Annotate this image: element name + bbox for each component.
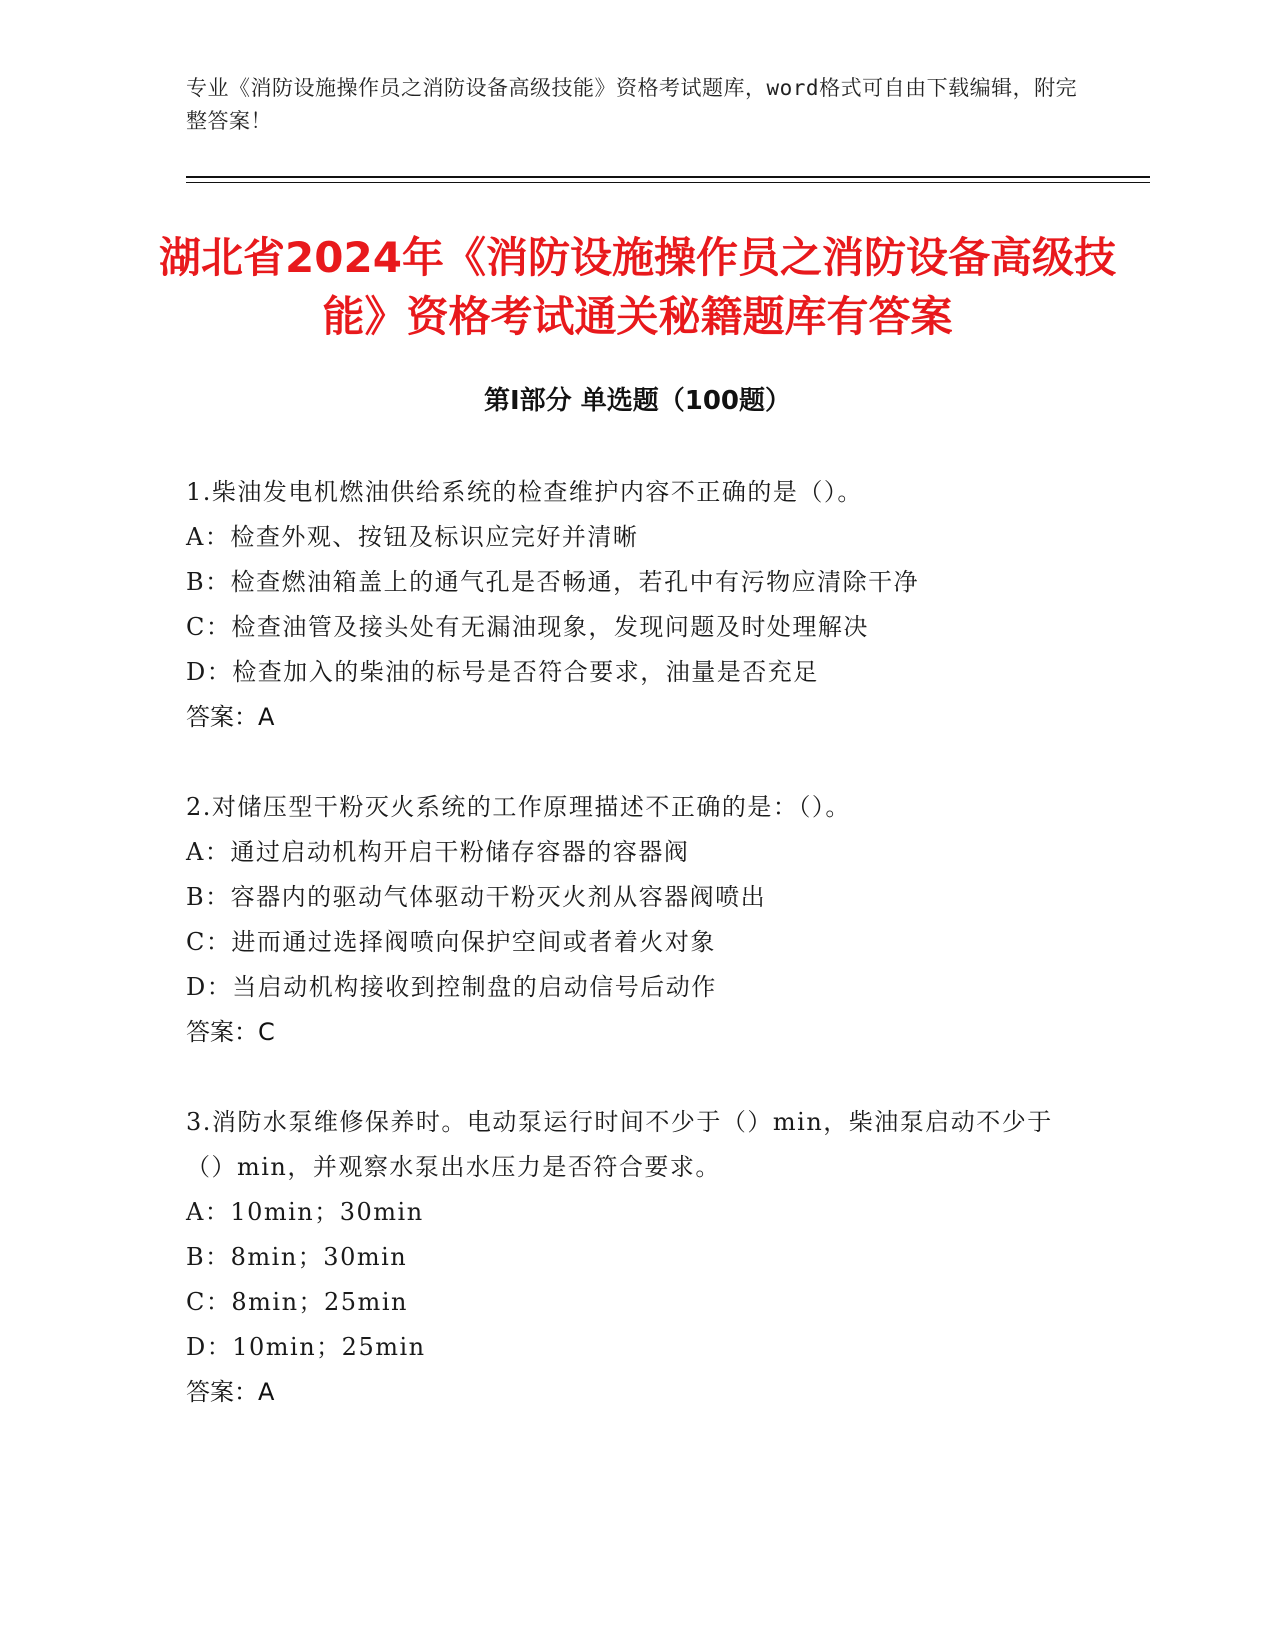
- header-divider-thick: [186, 176, 1150, 178]
- option-a: A：10min；30min: [186, 1198, 424, 1226]
- option-a: A：检查外观、按钮及标识应完好并清晰: [186, 523, 639, 551]
- option-b: B：8min；30min: [186, 1243, 408, 1271]
- question-stem: 2.对储压型干粉灭火系统的工作原理描述不正确的是：（）。: [186, 793, 851, 821]
- option-d: D：当启动机构接收到控制盘的启动信号后动作: [186, 973, 717, 1001]
- option-c: C：检查油管及接头处有无漏油现象，发现问题及时处理解决: [186, 613, 869, 641]
- option-c: C：8min；25min: [186, 1288, 408, 1316]
- option-b: B：容器内的驱动气体驱动干粉灭火剂从容器阀喷出: [186, 883, 767, 911]
- question-list: [186, 470, 1086, 1460]
- question-stem: 3.消防水泵维修保养时。电动泵运行时间不少于（）min，柴油泵启动不少于（）min，并观察水泵出水压力是否符合要求。: [186, 1108, 1053, 1181]
- header-divider-thin: [186, 182, 1150, 183]
- question-1: [186, 470, 1086, 740]
- section-title: 第I部分 单选题（100题）: [484, 386, 791, 416]
- option-c: C：进而通过选择阀喷向保护空间或者着火对象: [186, 928, 716, 956]
- option-a: A：通过启动机构开启干粉储存容器的容器阀: [186, 838, 690, 866]
- document-title: 湖北省2024年《消防设施操作员之消防设备高级技能》资格考试通关秘籍题库有答案: [159, 233, 1116, 341]
- answer-label: 答案：A: [186, 1378, 275, 1406]
- answer-label: 答案：A: [186, 703, 275, 731]
- option-d: D：检查加入的柴油的标号是否符合要求，油量是否充足: [186, 658, 819, 686]
- question-stem: 1.柴油发电机燃油供给系统的检查维护内容不正确的是（）。: [186, 478, 863, 506]
- header-note: 专业《消防设施操作员之消防设备高级技能》资格考试题库，word格式可自由下载编辑，附完整答案！: [186, 76, 1078, 133]
- answer-label: 答案：C: [186, 1018, 275, 1046]
- question-3: [186, 1100, 1086, 1415]
- option-d: D：10min；25min: [186, 1333, 426, 1361]
- option-b: B：检查燃油箱盖上的通气孔是否畅通，若孔中有污物应清除干净: [186, 568, 920, 596]
- question-2: [186, 785, 1086, 1055]
